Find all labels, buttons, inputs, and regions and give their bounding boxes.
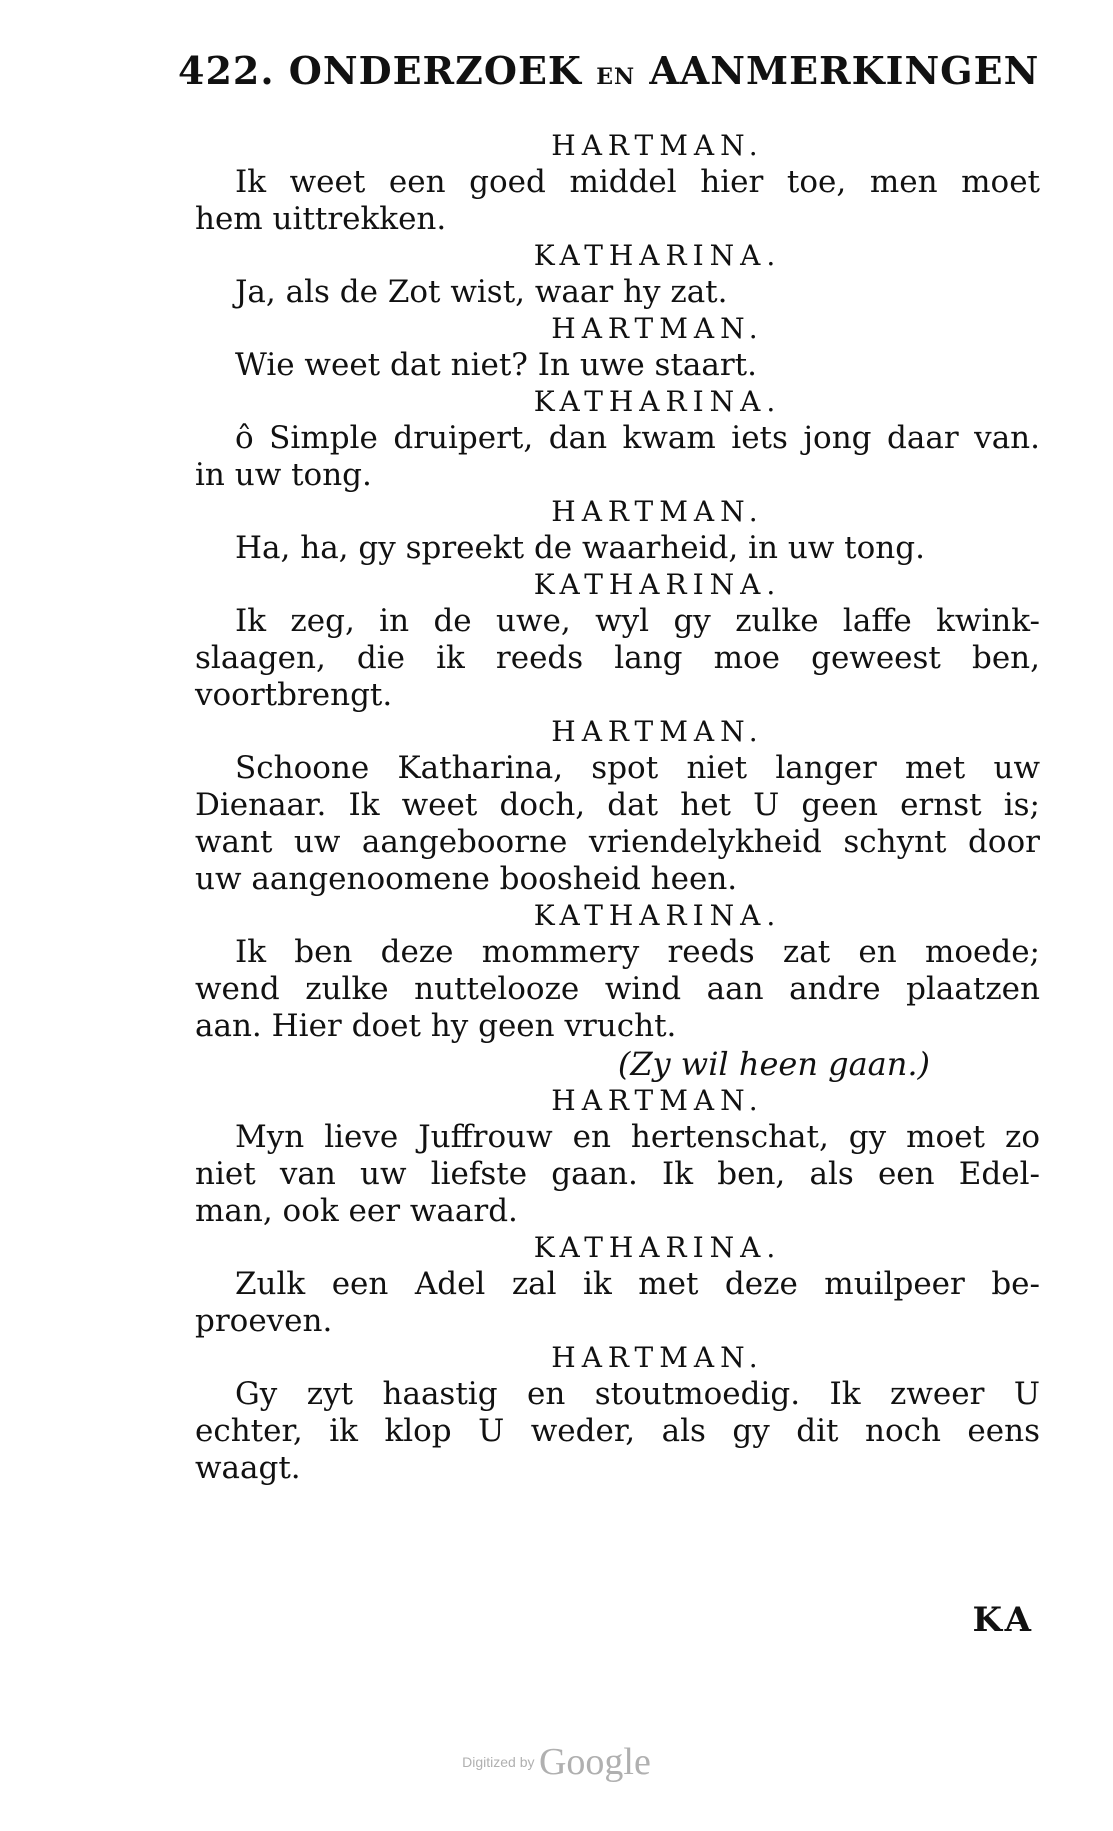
digitized-watermark (0, 1740, 1113, 1784)
speaker-name: KATHARINA. (533, 899, 782, 932)
dialogue-line: Gy zyt haastig en stoutmoedig. Ik zweer U (235, 1376, 1040, 1412)
dialogue-text (195, 128, 1040, 1487)
dialogue-line: ô Simple druipert, dan kwam iets jong daar van. (235, 420, 1040, 456)
dialogue-line: echter, ik klop U weder, als gy dit noch eens (195, 1413, 1040, 1449)
dialogue-line: in uw tong. (195, 457, 372, 493)
dialogue-block (195, 494, 1040, 567)
dialogue-block (195, 898, 1040, 1083)
dialogue-line: Dienaar. Ik weet doch, dat het U geen ernst is; (195, 787, 1040, 823)
header-title-right: AANMERKINGEN (649, 48, 1040, 93)
dialogue-line: uw aangenoomene boosheid heen. (195, 861, 738, 897)
dialogue-line: Myn lieve Juffrouw en hertenschat, gy moet zo (235, 1119, 1040, 1155)
dialogue-block (195, 311, 1040, 384)
dialogue-line: Ik ben deze mommery reeds zat en moede; (235, 934, 1040, 970)
dialogue-line: want uw aangeboorne vriendelykheid schynt door (195, 824, 1040, 860)
dialogue-line: slaagen, die ik reeds lang moe geweest ben, (195, 640, 1040, 676)
digitized-label: Digitized by (462, 1754, 535, 1770)
speaker-name: HARTMAN. (551, 715, 764, 748)
dialogue-line: Wie weet dat niet? In uwe staart. (235, 347, 757, 383)
dialogue-line: Zulk een Adel zal ik met deze muilpeer be- (235, 1266, 1040, 1302)
speaker-name: HARTMAN. (551, 312, 764, 345)
speaker-name: HARTMAN. (551, 1341, 764, 1374)
dialogue-block (195, 1230, 1040, 1340)
dialogue-line: wend zulke nuttelooze wind aan andre plaatzen (195, 971, 1040, 1007)
dialogue-line: Ik weet een goed middel hier toe, men moet (235, 164, 1040, 200)
speaker-name: KATHARINA. (533, 385, 782, 418)
catchword: KA (972, 1600, 1035, 1640)
speaker-name: HARTMAN. (551, 1084, 764, 1117)
google-logo: Google (538, 1741, 651, 1783)
dialogue-line: waagt. (195, 1450, 301, 1486)
header-title-left: ONDERZOEK (288, 48, 582, 93)
speaker-name: HARTMAN. (551, 495, 764, 528)
dialogue-block (195, 128, 1040, 238)
dialogue-block (195, 238, 1040, 311)
dialogue-line: proeven. (195, 1303, 333, 1339)
dialogue-block (195, 384, 1040, 494)
dialogue-block (195, 567, 1040, 714)
stage-direction: (Zy wil heen gaan.) (617, 1045, 930, 1083)
speaker-name: KATHARINA. (533, 239, 782, 272)
dialogue-line: Ha, ha, gy spreekt de waarheid, in uw tong. (235, 530, 925, 566)
dialogue-block (195, 1083, 1040, 1230)
speaker-name: KATHARINA. (533, 568, 782, 601)
page-number: 422 (178, 48, 261, 93)
dialogue-line: Schoone Katharina, spot niet langer met uw (235, 750, 1040, 786)
dialogue-line: hem uittrekken. (195, 201, 447, 237)
dialogue-block (195, 714, 1040, 898)
dialogue-block (195, 1340, 1040, 1487)
header-title-mid: EN (596, 64, 636, 90)
dialogue-line: Ik zeg, in de uwe, wyl gy zulke laffe kwink- (235, 603, 1040, 639)
dialogue-line: man, ook eer waard. (195, 1193, 518, 1229)
dialogue-line: aan. Hier doet hy geen vrucht. (195, 1008, 677, 1044)
dialogue-line: Ja, als de Zot wist, waar hy zat. (235, 274, 728, 310)
speaker-name: HARTMAN. (551, 129, 764, 162)
dialogue-line: niet van uw liefste gaan. Ik ben, als een Edel- (195, 1156, 1040, 1192)
speaker-name: KATHARINA. (533, 1231, 782, 1264)
dialogue-line: voortbrengt. (195, 677, 393, 713)
running-header: 422. ONDERZOEK EN AANMERKINGEN (178, 48, 1040, 93)
